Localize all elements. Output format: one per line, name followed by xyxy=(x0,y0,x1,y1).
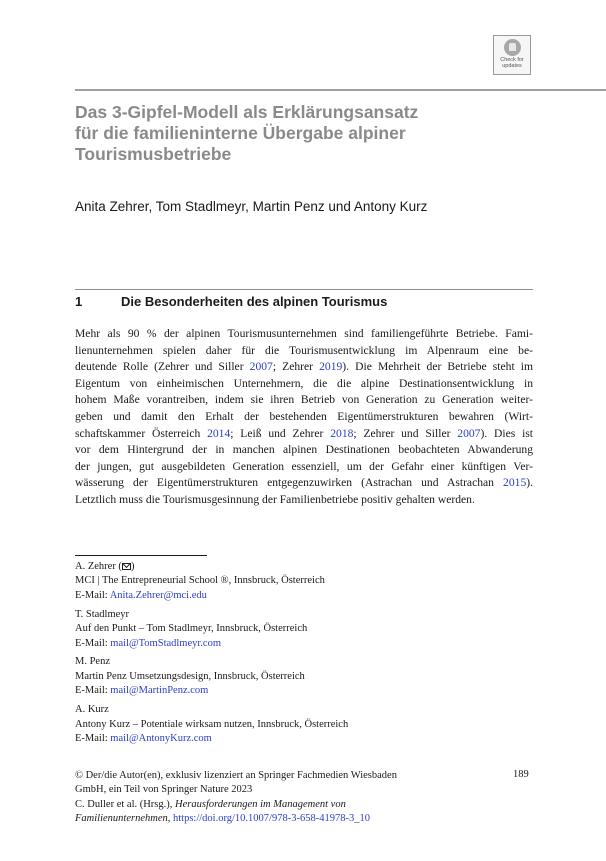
footnote-rule xyxy=(75,555,207,556)
affiliation-org: Martin Penz Umsetzungsdesign, Innsbruck, Österreich xyxy=(75,670,305,682)
section-number: 1 xyxy=(75,294,83,309)
citation-link[interactable]: 2015 xyxy=(503,476,527,490)
badge-line2: updates xyxy=(502,63,522,69)
chapter-title-line1: Das 3-Gipfel-Modell als Erklärungsansatz xyxy=(75,102,419,122)
affiliation-email: E-Mail: mail@AntonyKurz.com xyxy=(75,732,212,744)
affiliation-name: M. Penz xyxy=(75,656,110,668)
affiliation-name: T. Stadlmeyr xyxy=(75,608,130,620)
body-line: lienunternehmen spielen daher für die Tourismusentwicklung im Alpenraum eine be- xyxy=(75,343,533,357)
page-number: 189 xyxy=(513,769,529,780)
body-line: Eigentum von einheimischen Unternehmern, die die alpine Destinationsentwicklung in xyxy=(75,376,533,390)
section-title: Die Besonderheiten des alpinen Tourismus xyxy=(121,294,388,309)
affiliation-name: A. Kurz xyxy=(75,704,109,716)
affiliation-stadlmeyr xyxy=(75,608,535,651)
body-paragraph xyxy=(75,326,533,509)
body-line: vor dem Hintergrund der in manchen alpinen Destinationen beobachteten Abwanderung xyxy=(75,443,533,457)
body-line: wässerung der Eigentümerstrukturen entgegenzuwirken (Astrachan und Astrachan 2015). xyxy=(75,476,533,490)
citation-line: C. Duller et al. (Hrsg.), Herausforderungen im Management von xyxy=(75,798,346,810)
mail-icon[interactable] xyxy=(122,563,131,570)
check-for-updates-badge[interactable] xyxy=(493,35,531,75)
citation-line: Familienunternehmen, https://doi.org/10.1007/978-3-658-41978-3_10 xyxy=(75,813,370,825)
body-line: der jungen, gut ausgebildeten Generation essenziell, um der Gefahr einer künftigen Ver- xyxy=(75,459,533,473)
affiliation-zehrer xyxy=(75,560,535,603)
body-line: Mehr als 90 % der alpinen Tourismusunternehmen sind familiengeführte Betriebe. Fami- xyxy=(75,327,533,340)
crossmark-icon xyxy=(504,39,521,56)
body-line: geben und damit den Erhalt der bestehenden Eigentümerstrukturen bewahren (Wirt- xyxy=(75,409,533,423)
doi-link[interactable]: https://doi.org/10.1007/978-3-658-41978-3_10 xyxy=(172,813,370,825)
body-line: Letztlich muss die Tourismusgesinnung der Familienbetriebe positiv gehalten werden. xyxy=(75,492,475,506)
affiliations xyxy=(75,560,535,751)
section-rule xyxy=(75,289,533,290)
affiliation-email: E-Mail: mail@MartinPenz.com xyxy=(75,685,209,697)
top-rule xyxy=(75,89,606,91)
chapter-title-line2: für die familieninterne Übergabe alpiner xyxy=(75,123,406,143)
email-link[interactable]: mail@AntonyKurz.com xyxy=(110,732,212,744)
copyright-line: GmbH, ein Teil von Springer Nature 2023 xyxy=(75,784,253,796)
citation-link[interactable]: 2014 xyxy=(207,426,231,440)
chapter-title xyxy=(75,102,495,165)
affiliation-kurz xyxy=(75,703,535,746)
chapter-title-line3: Tourismusbetriebe xyxy=(75,144,232,164)
badge-line1: Check for xyxy=(500,57,524,63)
copyright-line: © Der/die Autor(en), exklusiv lizenziert an Springer Fachmedien Wiesbaden xyxy=(75,770,397,781)
affiliation-org: Auf den Punkt – Tom Stadlmeyr, Innsbruck, Österreich xyxy=(75,623,308,635)
email-link[interactable]: Anita.Zehrer@mci.edu xyxy=(109,589,207,601)
affiliation-org: MCI | The Entrepreneurial School ®, Innsbruck, Österreich xyxy=(75,575,325,587)
email-link[interactable]: mail@MartinPenz.com xyxy=(110,685,209,697)
authors-line: Anita Zehrer, Tom Stadlmeyr, Martin Penz und Antony Kurz xyxy=(75,199,428,214)
email-link[interactable]: mail@TomStadlmeyr.com xyxy=(110,637,222,649)
body-line: hohem Maße vorantreiben, indem sie ihren Betrieb von Generation zu Generation weiter- xyxy=(75,393,533,407)
affiliation-email: E-Mail: Anita.Zehrer@mci.edu xyxy=(75,589,207,601)
body-line: deutende Rolle (Zehrer und Siller 2007; Zehrer 2019). Die Mehrheit der Betriebe steht im xyxy=(75,360,533,374)
affiliation-name: A. Zehrer ( ) xyxy=(75,561,135,572)
copyright-block xyxy=(75,769,455,827)
citation-link[interactable]: 2007 xyxy=(457,426,481,440)
citation-link[interactable]: 2019 xyxy=(319,360,343,374)
citation-link[interactable]: 2007 xyxy=(249,360,273,374)
affiliation-penz xyxy=(75,655,535,698)
citation-link[interactable]: 2018 xyxy=(330,426,354,440)
affiliation-email: E-Mail: mail@TomStadlmeyr.com xyxy=(75,637,222,649)
affiliation-org: Antony Kurz – Potentiale wirksam nutzen, Innsbruck, Österreich xyxy=(75,718,349,730)
body-line: schaftskammer Österreich 2014; Leiß und Zehrer 2018; Zehrer und Siller 2007). Dies ist xyxy=(75,426,534,440)
